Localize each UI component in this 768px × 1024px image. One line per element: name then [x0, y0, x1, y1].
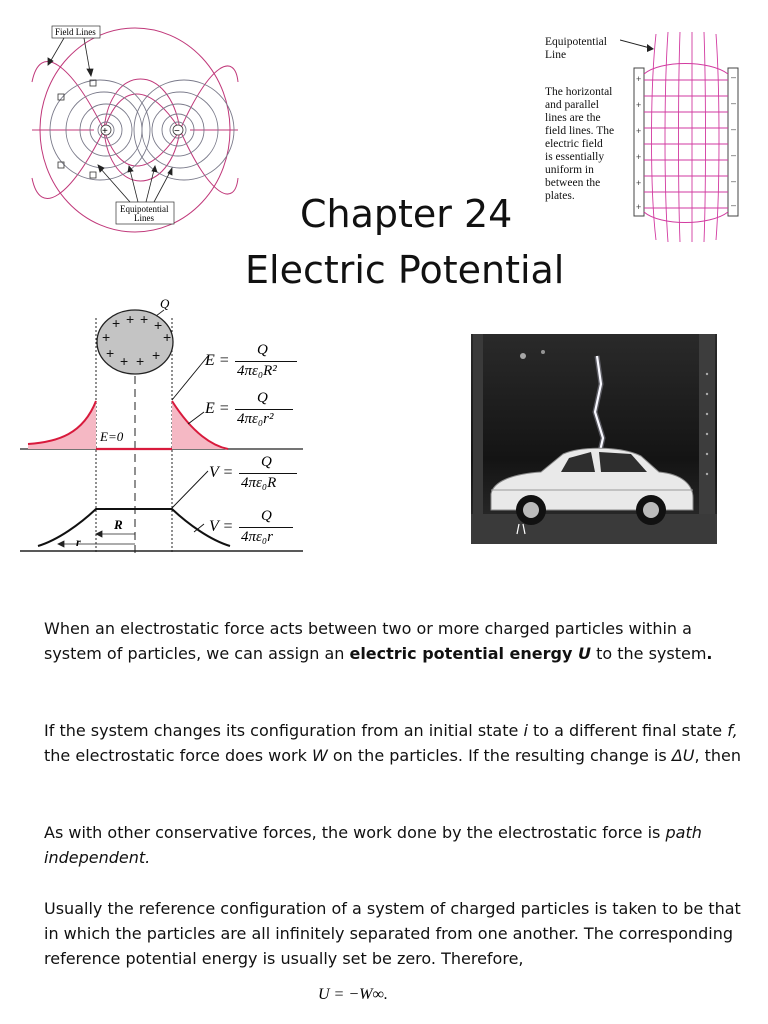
- equation-numerator: Q: [257, 390, 268, 406]
- svg-text:+: +: [136, 353, 145, 369]
- text-run: , then: [694, 746, 742, 765]
- equation-lhs: E =: [205, 352, 230, 369]
- equation-numerator: Q: [261, 508, 272, 524]
- equipotential-lines-label: Equipotential: [120, 204, 169, 214]
- svg-text:+: +: [636, 178, 642, 188]
- svg-text:+: +: [636, 202, 642, 212]
- lightning-car-drawing: [471, 334, 717, 544]
- equipotential-lines-label-2: Lines: [134, 213, 154, 223]
- equation-lhs: V =: [209, 518, 234, 535]
- formula-U-equals-minus-W: U = −W∞.: [318, 986, 388, 1003]
- equation-E-surface: [205, 342, 310, 382]
- paragraph-path-independent: [44, 820, 744, 870]
- svg-text:+: +: [140, 311, 149, 327]
- field-lines-label: Field Lines: [55, 27, 96, 37]
- svg-text:+: +: [126, 311, 135, 327]
- svg-text:+: +: [102, 329, 111, 345]
- parallel-plates-drawing: [620, 30, 750, 242]
- plates-equipotential-label-line2: Line: [545, 49, 567, 61]
- paragraph-potential-energy: [44, 616, 744, 666]
- distance-label: r: [76, 535, 81, 549]
- text-run: the electrostatic force does work: [44, 746, 312, 765]
- paragraph-reference-configuration: [44, 896, 744, 971]
- dipole-field-drawing: [30, 22, 240, 244]
- plates-note-line: plates.: [545, 190, 575, 202]
- svg-text:+: +: [636, 126, 642, 136]
- plates-note-line: field lines. The: [545, 125, 615, 137]
- plates-note-line: between the: [545, 177, 601, 189]
- plates-note-line: electric field: [545, 138, 603, 150]
- svg-text:+: +: [120, 353, 129, 369]
- equation-denominator: 4πε₀R: [241, 475, 277, 491]
- svg-text:–: –: [731, 98, 737, 108]
- minus-sign: −: [174, 126, 180, 137]
- svg-text:+: +: [163, 329, 172, 345]
- equation-V-outside: [209, 508, 314, 548]
- svg-text:–: –: [731, 176, 737, 186]
- symbol-delta-U: ΔU: [671, 746, 695, 765]
- symbol-W: W: [311, 746, 328, 765]
- dipole-field-figure: [30, 22, 240, 244]
- svg-text:–: –: [731, 124, 737, 134]
- equation-denominator: 4πε₀r²: [237, 411, 274, 427]
- plates-note-line: and parallel: [545, 99, 599, 111]
- radius-label: R: [114, 517, 123, 532]
- text-run: to a different final state: [527, 721, 728, 740]
- svg-text:+: +: [636, 74, 642, 84]
- charge-label: Q: [160, 296, 170, 311]
- text-run: If the system changes its configuration from an initial state: [44, 721, 524, 740]
- equation-E-outside: [205, 390, 310, 430]
- svg-text:+: +: [106, 345, 115, 361]
- symbol-f: f,: [727, 721, 738, 740]
- plates-equipotential-label-line1: Equipotential: [545, 36, 607, 48]
- plates-equipotential-label: [545, 36, 607, 62]
- svg-text:+: +: [154, 317, 163, 333]
- plates-note-line: is essentially: [545, 151, 605, 163]
- text-run: As with other conservative forces, the work done by the electrostatic force is: [44, 823, 666, 842]
- svg-text:+: +: [636, 100, 642, 110]
- plates-note-line: The horizontal: [545, 86, 613, 98]
- equation-lhs: V =: [209, 464, 234, 481]
- plates-note-line: uniform in: [545, 164, 594, 176]
- italic-term: path independent.: [44, 823, 702, 867]
- svg-text:–: –: [731, 72, 737, 82]
- chapter-subtitle: Electric Potential: [245, 248, 565, 292]
- parallel-plates-figure: [620, 30, 750, 242]
- text-run: to the system: [590, 644, 707, 663]
- plates-note-line: lines are the: [545, 112, 601, 124]
- equation-denominator: 4πε₀R²: [237, 363, 277, 379]
- chapter-title: Chapter 24: [300, 192, 513, 236]
- text-run: Usually the reference configuration of a system of charged particles is taken to be that in which the particles are all infinitely separated from one another. The corresponding reference potential energy is usually set be zero. Therefore,: [44, 899, 741, 968]
- e-zero-label: E=0: [100, 429, 124, 444]
- svg-text:–: –: [731, 200, 737, 210]
- equation-V-surface: [209, 454, 314, 494]
- equation-lhs: E =: [205, 400, 230, 417]
- symbol-U: U: [577, 644, 591, 663]
- symbol-i: i: [523, 721, 528, 740]
- equation-numerator: Q: [261, 454, 272, 470]
- plus-sign: +: [102, 126, 108, 137]
- svg-text:–: –: [731, 150, 737, 160]
- lightning-car-photo: [471, 334, 717, 544]
- text-run: When an electrostatic force acts between two or more charged particles within a system of particles, we can assign an: [44, 619, 692, 663]
- svg-text:+: +: [636, 152, 642, 162]
- paragraph-work-done: [44, 718, 744, 768]
- equation-denominator: 4πε₀r: [241, 529, 273, 545]
- svg-text:+: +: [112, 315, 121, 331]
- text-run: .: [706, 644, 713, 663]
- text-run: on the particles. If the resulting change is: [327, 746, 672, 765]
- equation-numerator: Q: [257, 342, 268, 358]
- svg-text:+: +: [152, 347, 161, 363]
- bold-term: electric potential energy: [349, 644, 578, 663]
- plates-note: [545, 86, 625, 203]
